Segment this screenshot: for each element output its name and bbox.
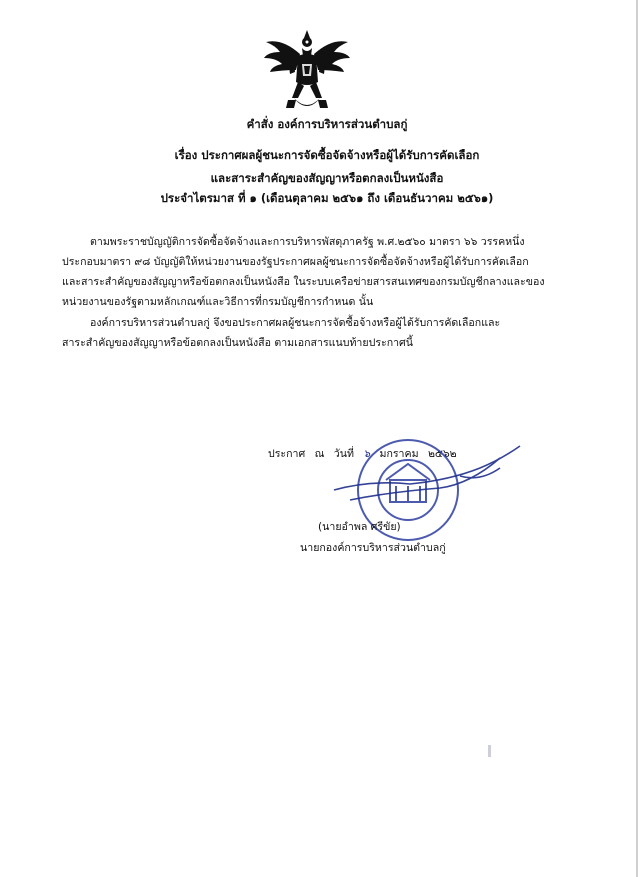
date-at: ณ xyxy=(314,448,325,460)
quarter-line: ประจำไตรมาส ที่ ๑ (เดือนตุลาคม ๒๕๖๑ ถึง เดือนธันวาคม ๒๕๖๑) xyxy=(160,191,494,205)
subject-line: และสาระสำคัญของสัญญาหรือตกลงเป็นหนังสือ xyxy=(210,171,444,185)
subject-line: เรื่อง ประกาศผลผู้ชนะการจัดซื้อจัดจ้างหรือผู้ได้รับการคัดเลือก xyxy=(174,148,480,162)
signer-position: นายกองค์การบริหารส่วนตำบลกู่ xyxy=(300,542,446,554)
paragraph-line: ประกอบมาตรา ๙๘ บัญญัติให้หน่วยงานของรัฐประกาศผลผู้ชนะการจัดซื้อจัดจ้างหรือผู้ได้รับการคัดเลือก xyxy=(62,256,529,268)
paragraph-line: ตามพระราชบัญญัติการจัดซื้อจัดจ้างและการบริหารพัสดุภาครัฐ พ.ศ.๒๕๖๐ มาตรา ๖๖ วรรคหนึ่ง xyxy=(90,236,525,248)
announcement-date xyxy=(268,445,463,462)
date-prefix: ประกาศ xyxy=(268,448,306,460)
date-month: มกราคม xyxy=(379,448,419,460)
date-day: ๖ xyxy=(363,448,371,460)
paragraph-line: องค์การบริหารส่วนตำบลกู่ จึงขอประกาศผลผู้ชนะการจัดซื้อจ้างหรือผู้ได้รับการคัดเลือกและ xyxy=(90,317,501,329)
paragraph-line: หน่วยงานของรัฐตามหลักเกณฑ์และวิธีการที่กรมบัญชีการกำหนด นั้น xyxy=(62,296,374,308)
scan-artifact xyxy=(488,745,491,757)
paragraph-announcement xyxy=(62,313,582,353)
paragraph-line: และสาระสำคัญของสัญญาหรือข้อตกลงเป็นหนังสือ ในระบบเครือข่ายสารสนเทศของกรมบัญชีกลางและของ xyxy=(62,276,545,288)
order-title: คำสั่ง องค์การบริหารส่วนตำบลกู่ xyxy=(246,117,408,131)
signer-name: (นายอำพล ศรีขัย) xyxy=(318,521,401,533)
date-year: ๒๕๖๒ xyxy=(427,448,457,460)
garuda-emblem-icon xyxy=(262,28,352,112)
date-day-label: วันที่ xyxy=(333,448,354,460)
paragraph-line: สาระสำคัญของสัญญาหรือข้อตกลงเป็นหนังสือ ตามเอกสารแนบท้ายประกาศนี้ xyxy=(62,337,414,349)
paragraph-legal-basis xyxy=(62,232,582,312)
